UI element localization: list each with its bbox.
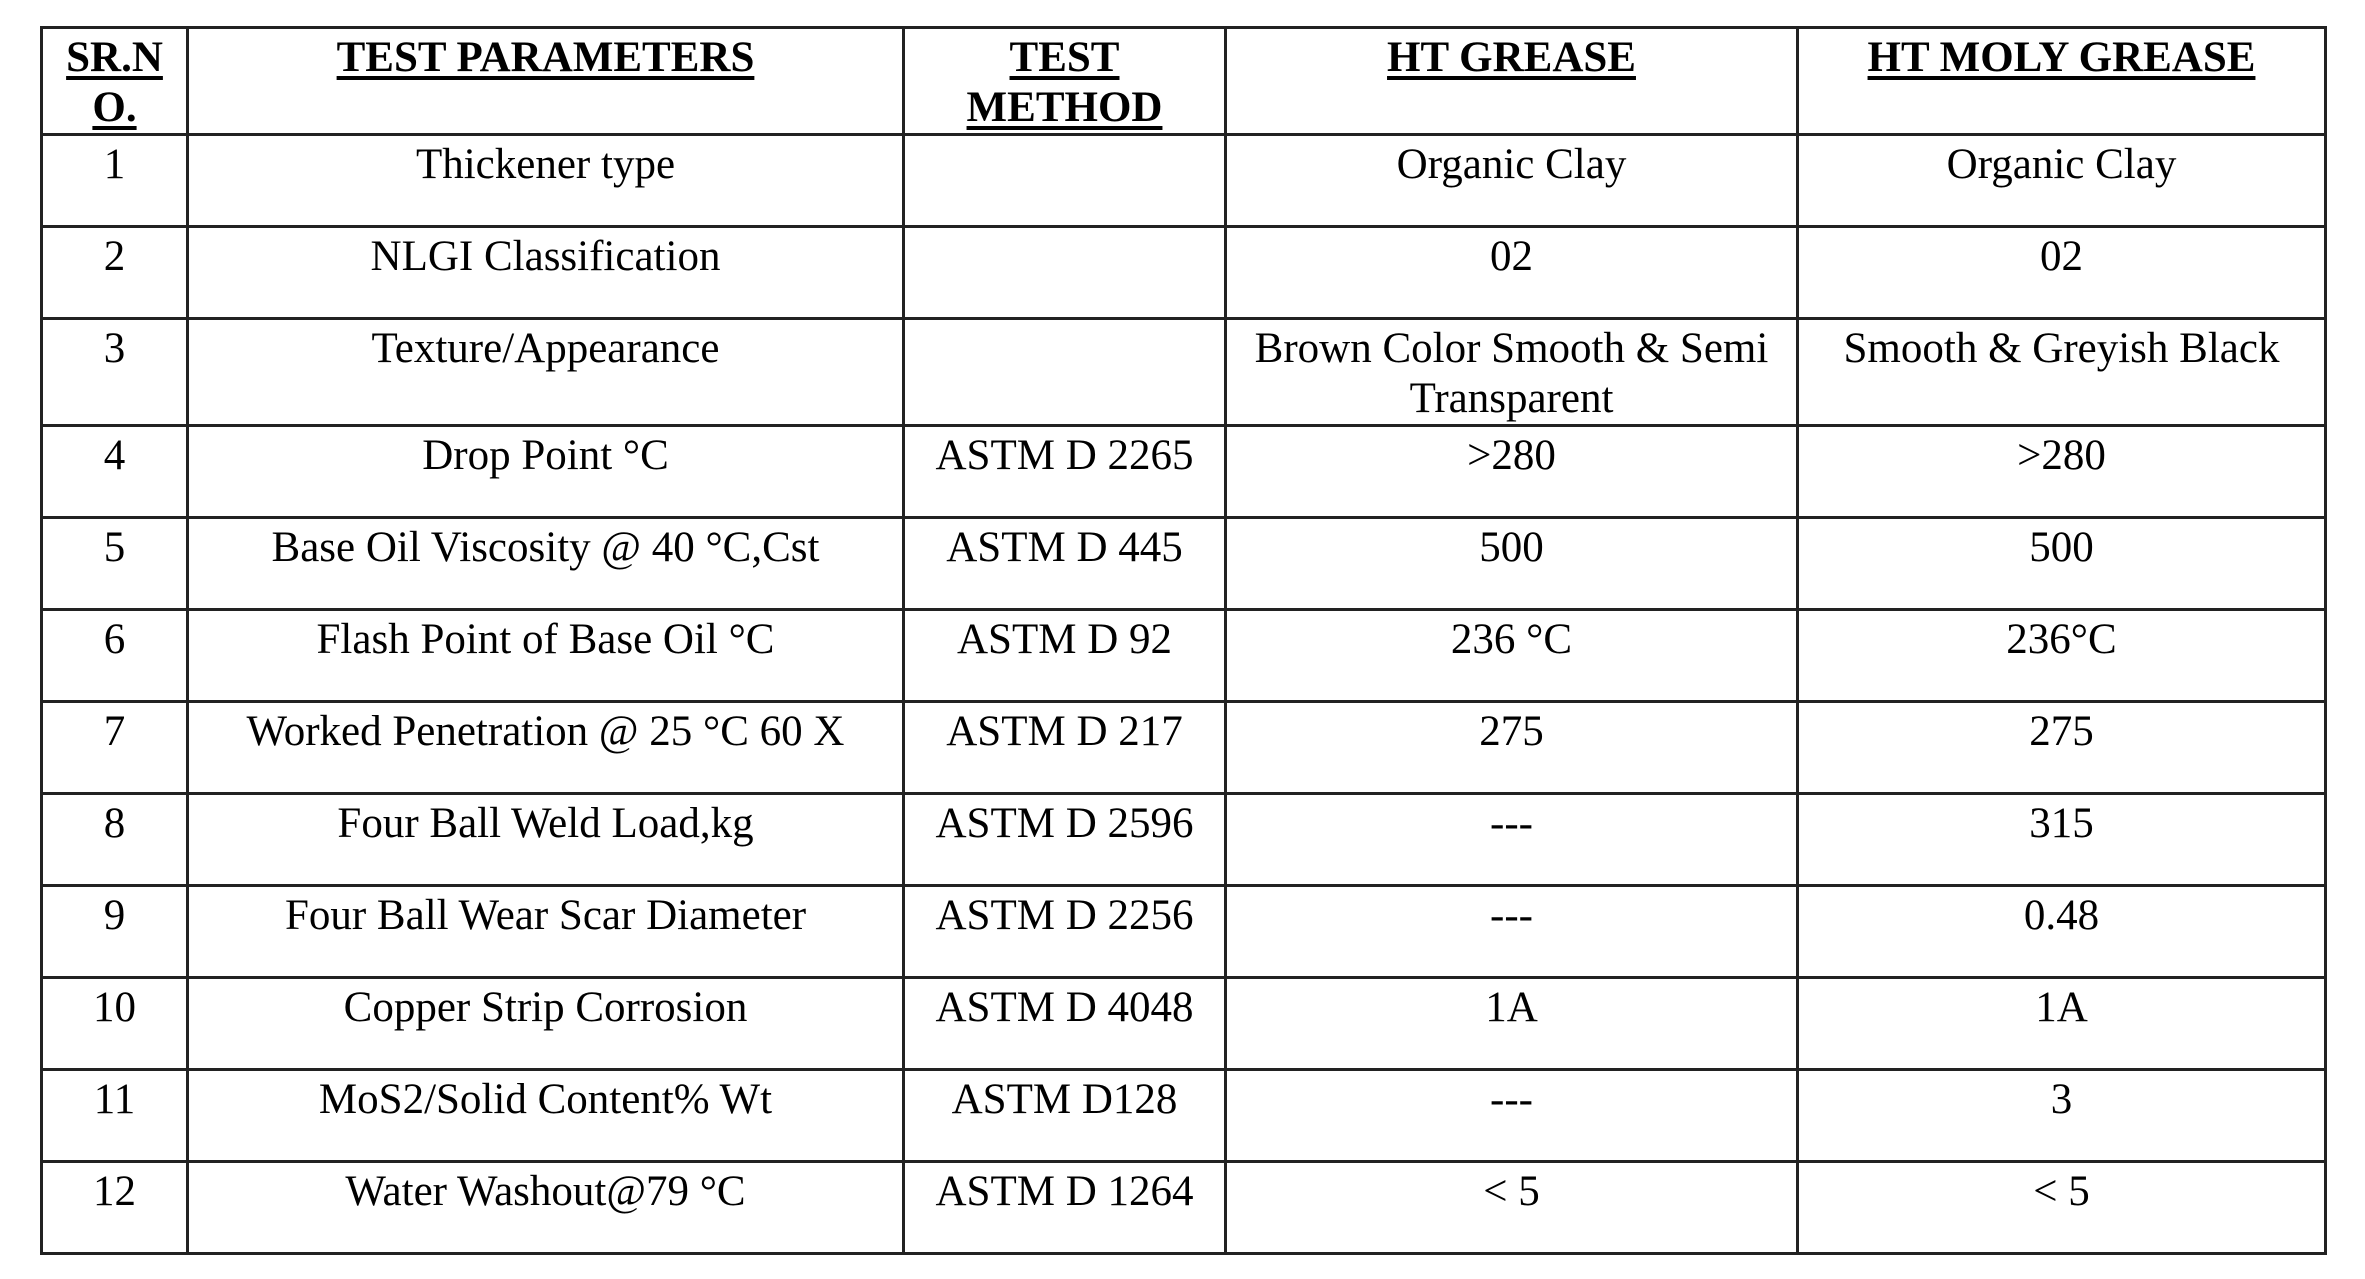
cell-ht-moly-grease: 0.48 xyxy=(1798,886,2326,978)
cell-test-parameter: MoS2/Solid Content% Wt xyxy=(188,1070,904,1162)
header-ht-grease: HT GREASE xyxy=(1226,28,1798,135)
cell-ht-moly-grease: < 5 xyxy=(1798,1162,2326,1254)
cell-test-method: ASTM D 2265 xyxy=(904,426,1226,518)
cell-test-parameter: Copper Strip Corrosion xyxy=(188,978,904,1070)
cell-test-method xyxy=(904,319,1226,426)
table-row xyxy=(42,702,2326,794)
cell-test-method: ASTM D 1264 xyxy=(904,1162,1226,1254)
cell-ht-grease: >280 xyxy=(1226,426,1798,518)
cell-test-parameter: Four Ball Wear Scar Diameter xyxy=(188,886,904,978)
table-row xyxy=(42,518,2326,610)
cell-ht-grease: 275 xyxy=(1226,702,1798,794)
cell-ht-grease: 236 °C xyxy=(1226,610,1798,702)
cell-test-method xyxy=(904,227,1226,319)
header-test-method: TEST METHOD xyxy=(904,28,1226,135)
table-row xyxy=(42,886,2326,978)
cell-sr-no: 8 xyxy=(42,794,188,886)
specifications-table xyxy=(40,26,2327,1255)
cell-sr-no: 11 xyxy=(42,1070,188,1162)
cell-ht-grease: Organic Clay xyxy=(1226,135,1798,227)
table-row xyxy=(42,227,2326,319)
header-ht-moly-grease: HT MOLY GREASE xyxy=(1798,28,2326,135)
cell-ht-grease: --- xyxy=(1226,886,1798,978)
header-sr-no: SR.NO. xyxy=(42,28,188,135)
table-row xyxy=(42,426,2326,518)
cell-ht-moly-grease: 275 xyxy=(1798,702,2326,794)
header-row xyxy=(42,28,2326,135)
cell-test-method: ASTM D128 xyxy=(904,1070,1226,1162)
table-row xyxy=(42,610,2326,702)
header-test-parameters: TEST PARAMETERS xyxy=(188,28,904,135)
cell-sr-no: 6 xyxy=(42,610,188,702)
cell-ht-grease: 02 xyxy=(1226,227,1798,319)
table-row xyxy=(42,794,2326,886)
table-row xyxy=(42,1162,2326,1254)
cell-ht-moly-grease: 3 xyxy=(1798,1070,2326,1162)
cell-ht-moly-grease: >280 xyxy=(1798,426,2326,518)
cell-sr-no: 1 xyxy=(42,135,188,227)
cell-sr-no: 10 xyxy=(42,978,188,1070)
table-row xyxy=(42,319,2326,426)
cell-ht-moly-grease: 315 xyxy=(1798,794,2326,886)
cell-ht-grease: Brown Color Smooth & Semi Transparent xyxy=(1226,319,1798,426)
cell-test-method: ASTM D 2596 xyxy=(904,794,1226,886)
table-row xyxy=(42,135,2326,227)
cell-test-method: ASTM D 2256 xyxy=(904,886,1226,978)
cell-ht-moly-grease: Organic Clay xyxy=(1798,135,2326,227)
cell-ht-grease: 1A xyxy=(1226,978,1798,1070)
cell-ht-grease: < 5 xyxy=(1226,1162,1798,1254)
cell-test-parameter: Drop Point °C xyxy=(188,426,904,518)
cell-test-parameter: Base Oil Viscosity @ 40 °C,Cst xyxy=(188,518,904,610)
cell-ht-moly-grease: Smooth & Greyish Black xyxy=(1798,319,2326,426)
cell-ht-moly-grease: 500 xyxy=(1798,518,2326,610)
cell-test-parameter: Thickener type xyxy=(188,135,904,227)
cell-ht-moly-grease: 236°C xyxy=(1798,610,2326,702)
cell-ht-grease: 500 xyxy=(1226,518,1798,610)
cell-ht-moly-grease: 02 xyxy=(1798,227,2326,319)
cell-test-parameter: Flash Point of Base Oil °C xyxy=(188,610,904,702)
cell-test-parameter: Worked Penetration @ 25 °C 60 X xyxy=(188,702,904,794)
cell-test-method: ASTM D 4048 xyxy=(904,978,1226,1070)
cell-test-method: ASTM D 92 xyxy=(904,610,1226,702)
cell-sr-no: 5 xyxy=(42,518,188,610)
cell-test-method: ASTM D 217 xyxy=(904,702,1226,794)
cell-sr-no: 3 xyxy=(42,319,188,426)
cell-test-parameter: Water Washout@79 °C xyxy=(188,1162,904,1254)
cell-test-parameter: Four Ball Weld Load,kg xyxy=(188,794,904,886)
cell-test-method xyxy=(904,135,1226,227)
cell-test-parameter: NLGI Classification xyxy=(188,227,904,319)
cell-sr-no: 2 xyxy=(42,227,188,319)
cell-ht-moly-grease: 1A xyxy=(1798,978,2326,1070)
table-row xyxy=(42,978,2326,1070)
cell-test-method: ASTM D 445 xyxy=(904,518,1226,610)
cell-test-parameter: Texture/Appearance xyxy=(188,319,904,426)
cell-sr-no: 9 xyxy=(42,886,188,978)
cell-sr-no: 4 xyxy=(42,426,188,518)
table-row xyxy=(42,1070,2326,1162)
cell-ht-grease: --- xyxy=(1226,794,1798,886)
cell-ht-grease: --- xyxy=(1226,1070,1798,1162)
cell-sr-no: 12 xyxy=(42,1162,188,1254)
cell-sr-no: 7 xyxy=(42,702,188,794)
